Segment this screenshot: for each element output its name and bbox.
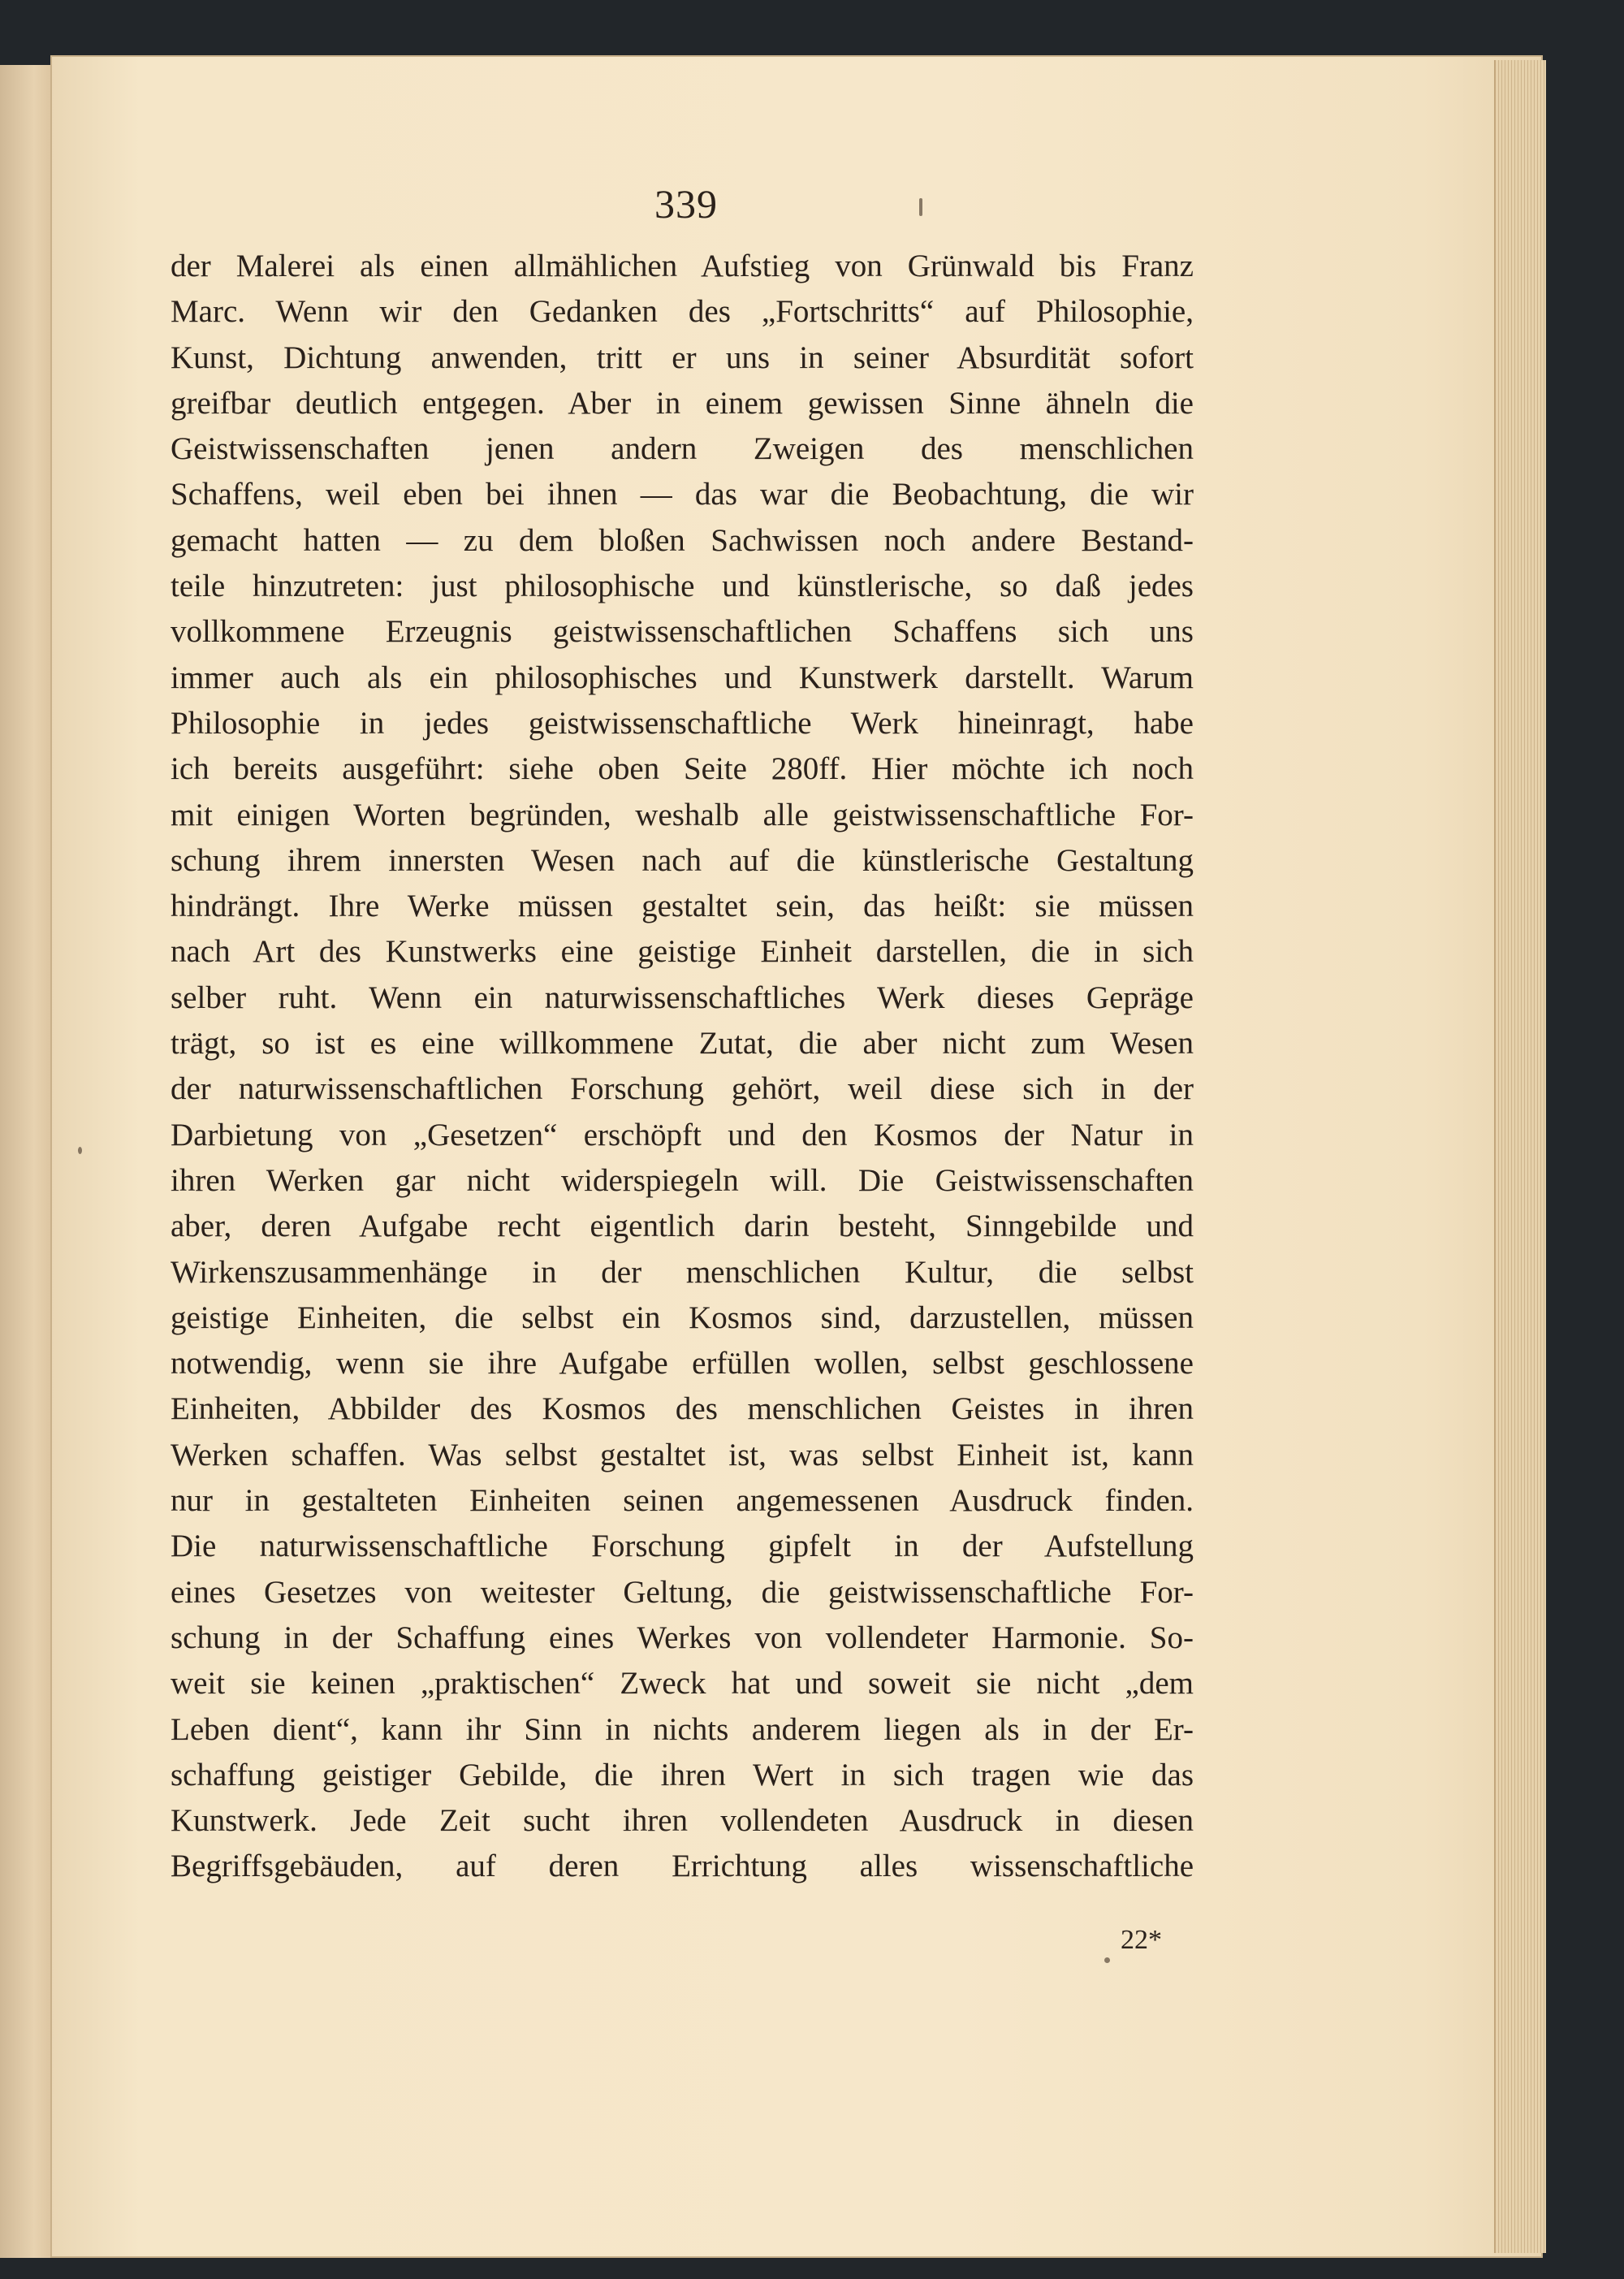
page-stack-edge (1494, 60, 1546, 2253)
text-line: aber, deren Aufgabe recht eigentlich darin besteht, Sinngebilde und (171, 1209, 1194, 1244)
text-line: Kunst, Dichtung anwenden, tritt er uns in seiner Absurdität sofort (171, 339, 1194, 375)
text-line: Werken schaffen. Was selbst gestaltet ist, was selbst Einheit ist, kann (171, 1437, 1194, 1472)
text-line: der Malerei als einen allmählichen Aufstieg von Grünwald bis Franz (171, 249, 1194, 283)
signature-mark: 22* (1121, 1925, 1162, 1955)
text-line: selber ruht. Wenn ein naturwissenschaftliches Werk dieses Gepräge (171, 979, 1194, 1015)
text-line: trägt, so ist es eine willkommene Zutat, die aber nicht zum Wesen (171, 1026, 1194, 1062)
text-line: weit sie keinen „praktischen“ Zweck hat und soweit sie nicht „dem (171, 1666, 1194, 1702)
text-line: ich bereits ausgeführt: siehe oben Seite 280ff. Hier möchte ich noch (171, 751, 1194, 787)
text-line: Darbietung von „Gesetzen“ erschöpft und den Kosmos der Natur in (171, 1117, 1194, 1152)
text-line: Schaffens, weil eben bei ihnen — das war die Beobachtung, die wir (171, 477, 1194, 512)
text-line: nur in gestalteten Einheiten seinen angemessenen Ausdruck finden. (171, 1483, 1194, 1519)
text-line: Kunstwerk. Jede Zeit sucht ihren vollendeten Ausdruck in diesen (171, 1803, 1194, 1839)
text-line: Begriffsgebäuden, auf deren Errichtung alles wissenschaftliche (171, 1849, 1194, 1884)
text-line: immer auch als ein philosophisches und Kunstwerk darstellt. Warum (171, 659, 1194, 695)
text-line: Wirkenszusammenhänge in der menschlichen Kultur, die selbst (171, 1254, 1194, 1290)
text-line: der naturwissenschaftlichen Forschung gehört, weil diese sich in der (171, 1071, 1194, 1107)
text-line: schung in der Schaffung eines Werkes von vollendeter Harmonie. So- (171, 1620, 1194, 1655)
text-line: hindrängt. Ihre Werke müssen gestaltet sein, das heißt: sie müssen (171, 889, 1194, 924)
text-line: schung ihrem innersten Wesen nach auf die künstlerische Gestaltung (171, 842, 1194, 878)
paper-speck (1104, 1957, 1110, 1963)
text-line: Geistwissenschaften jenen andern Zweigen des menschlichen (171, 431, 1194, 467)
text-line: teile hinzutreten: just philosophische und künstlerische, so daß jedes (171, 569, 1194, 604)
page-number-text: 339 (654, 181, 718, 227)
paper-speck (78, 1147, 82, 1154)
page-number (0, 180, 1372, 227)
text-line: ihren Werken gar nicht widerspiegeln will. Die Geistwissenschaften (171, 1162, 1194, 1198)
paper-speck (919, 198, 922, 216)
text-line: nach Art des Kunstwerks eine geistige Einheit darstellen, die in sich (171, 934, 1194, 970)
text-line: Leben dient“, kann ihr Sinn in nichts anderem liegen als in der Er- (171, 1711, 1194, 1747)
text-line: Einheiten, Abbilder des Kosmos des menschlichen Geistes in ihren (171, 1391, 1194, 1427)
text-line: eines Gesetzes von weitester Geltung, die geistwissenschaftliche For- (171, 1574, 1194, 1610)
text-line: greifbar deutlich entgegen. Aber in einem gewissen Sinne ähneln die (171, 385, 1194, 421)
text-line: notwendig, wenn sie ihre Aufgabe erfüllen wollen, selbst geschlossene (171, 1346, 1194, 1382)
body-text (171, 244, 1194, 1890)
text-line: geistige Einheiten, die selbst ein Kosmos sind, darzustellen, müssen (171, 1300, 1194, 1335)
text-line: schaffung geistiger Gebilde, die ihren Wert in sich tragen wie das (171, 1757, 1194, 1792)
text-line: Marc. Wenn wir den Gedanken des „Fortschritts“ auf Philosophie, (171, 294, 1194, 330)
text-line: Philosophie in jedes geistwissenschaftliche Werk hineinragt, habe (171, 705, 1194, 741)
text-line: vollkommene Erzeugnis geistwissenschaftlichen Schaffens sich uns (171, 614, 1194, 650)
text-line: gemacht hatten — zu dem bloßen Sachwissen noch andere Bestand- (171, 522, 1194, 558)
text-line: Die naturwissenschaftliche Forschung gipfelt in der Aufstellung (171, 1529, 1194, 1564)
text-line: mit einigen Worten begründen, weshalb alle geistwissenschaftliche For- (171, 797, 1194, 832)
